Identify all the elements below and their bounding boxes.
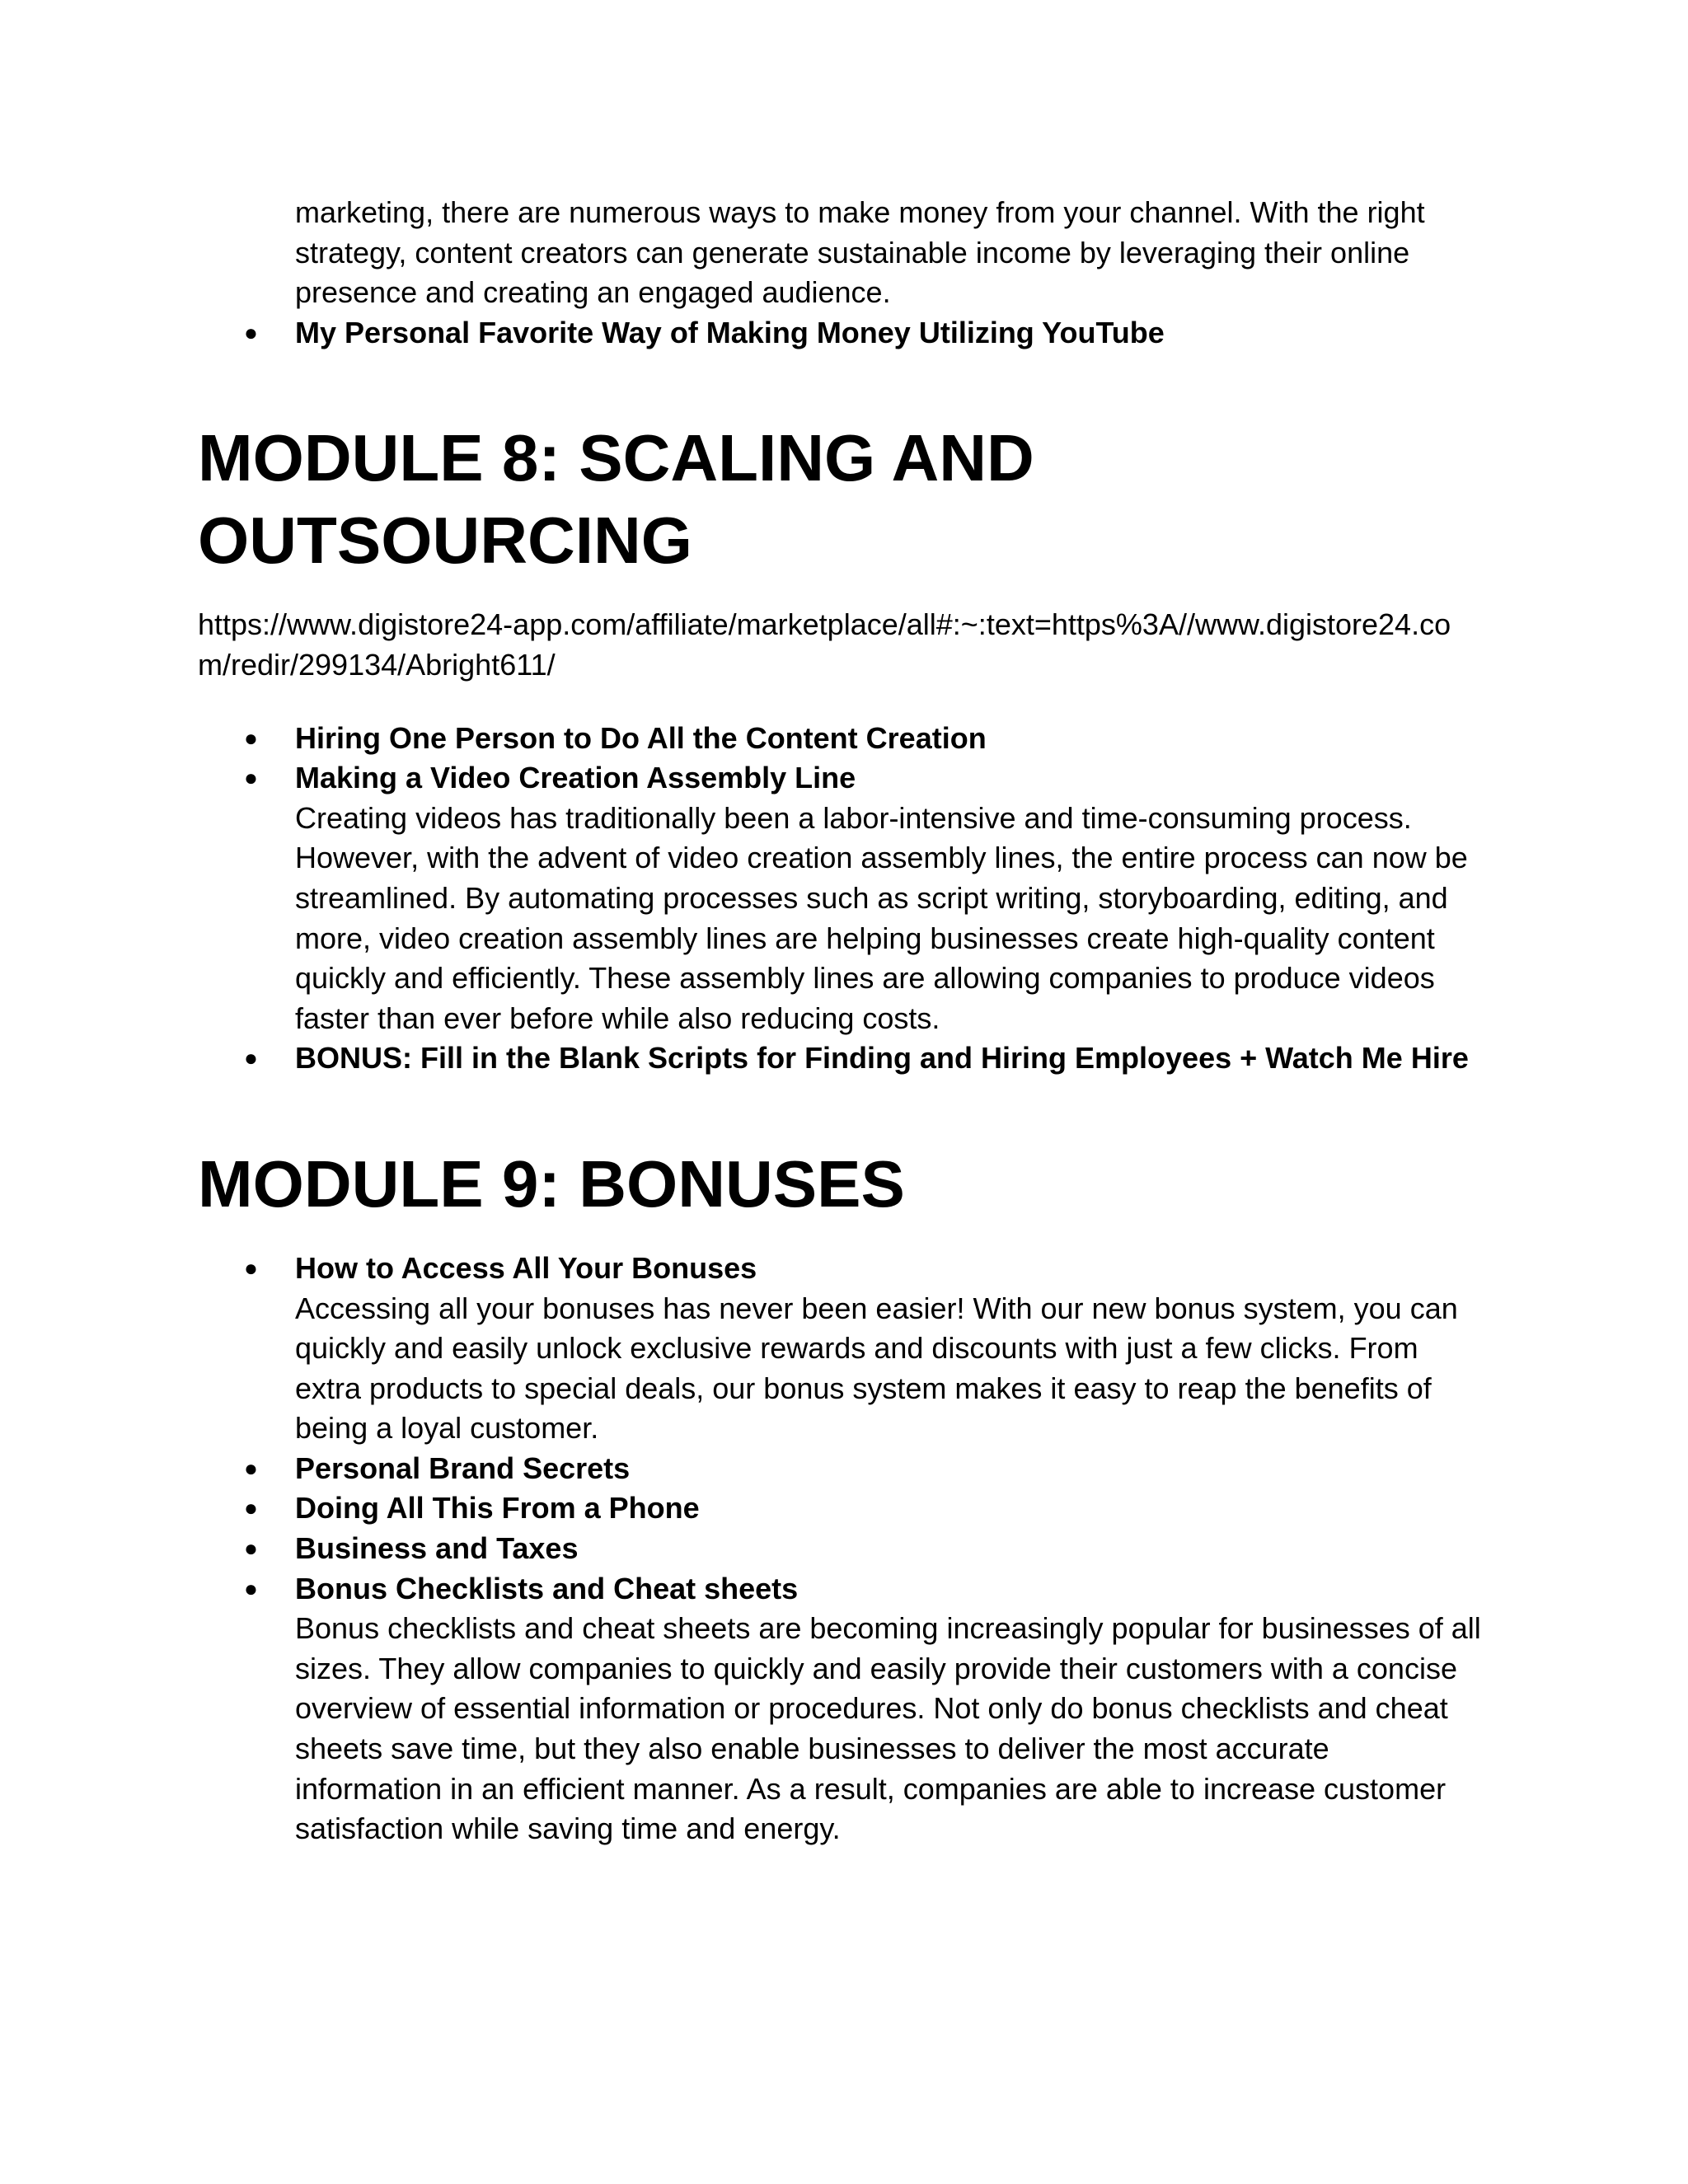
item-title: Doing All This From a Phone bbox=[295, 1491, 700, 1526]
item-title: BONUS: Fill in the Blank Scripts for Finding and Hiring Employees + Watch Me Hire bbox=[295, 1041, 1469, 1076]
bullet-icon: ● bbox=[244, 319, 258, 345]
bullet-icon: ● bbox=[244, 724, 258, 751]
item-description: Accessing all your bonuses has never been easier! With our new bonus system, you can quickly and easily unlock exclusive rewards and discounts with just a few clicks. From extra products to special deals, our bonus system makes it easy to reap the benefits of being a loyal customer. bbox=[295, 1291, 1458, 1446]
affiliate-url: https://www.digistore24-app.com/affiliate/marketplace/all#:~:text=https%3A//www.digistore24.com/redir/299134/Abright611/ bbox=[198, 607, 1451, 682]
module-9-list bbox=[198, 1249, 1484, 1849]
bullet-icon: ● bbox=[244, 1254, 258, 1281]
item-title: Hiring One Person to Do All the Content Creation bbox=[295, 720, 987, 755]
item-description: marketing, there are numerous ways to make money from your channel. With the right strategy, content creators can generate sustainable income by leveraging their online presence and creating an engaged audience. bbox=[295, 195, 1425, 310]
list-item bbox=[198, 1569, 1484, 1849]
bullet-icon: ● bbox=[244, 765, 258, 791]
bullet-icon: ● bbox=[244, 1575, 258, 1601]
bullet-icon: ● bbox=[244, 1455, 258, 1481]
bullet-icon: ● bbox=[244, 1045, 258, 1071]
item-title: Business and Taxes bbox=[295, 1531, 579, 1566]
heading-line: MODULE 8: SCALING AND bbox=[198, 421, 1034, 495]
list-item bbox=[198, 1488, 1484, 1529]
intro-list bbox=[198, 193, 1484, 353]
list-item bbox=[198, 313, 1484, 354]
item-description: Bonus checklists and cheat sheets are becoming increasingly popular for businesses of all sizes. They allow companies to quickly and easily provide their customers with a concise overview of essential information or procedures. Not only do bonus checklists and cheat sheets save time, but they also enable businesses to deliver the most accurate information in an efficient manner. As a result, companies are able to increase customer satisfaction while saving time and energy. bbox=[295, 1611, 1481, 1846]
item-title: Making a Video Creation Assembly Line bbox=[295, 761, 856, 795]
item-title: Bonus Checklists and Cheat sheets bbox=[295, 1571, 799, 1605]
list-item bbox=[198, 1038, 1484, 1079]
item-title: How to Access All Your Bonuses bbox=[295, 1250, 757, 1285]
item-title: Personal Brand Secrets bbox=[295, 1451, 631, 1485]
item-title: My Personal Favorite Way of Making Money Utilizing YouTube bbox=[295, 315, 1165, 349]
list-item bbox=[198, 1449, 1484, 1489]
heading-line: OUTSOURCING bbox=[198, 504, 692, 578]
list-item bbox=[198, 719, 1484, 759]
module-8-list bbox=[198, 719, 1484, 1079]
bullet-icon: ● bbox=[244, 1495, 258, 1521]
bullet-icon: ● bbox=[244, 1535, 258, 1562]
module-8-heading bbox=[198, 417, 1484, 582]
list-item bbox=[198, 193, 1484, 313]
list-item bbox=[198, 1249, 1484, 1449]
document-content bbox=[198, 193, 1484, 1849]
list-item bbox=[198, 1529, 1484, 1569]
list-item bbox=[198, 758, 1484, 1038]
module-9-heading: MODULE 9: BONUSES bbox=[198, 1146, 905, 1221]
item-description: Creating videos has traditionally been a labor-intensive and time-consuming process. However, with the advent of video creation assembly lines, the entire process can now be streamlined. By automating processes such as script writing, storyboarding, editing, and more, video creation assembly lines are helping businesses create high-quality content quickly and efficiently. These assembly lines are allowing companies to produce videos faster than ever before while also reducing costs. bbox=[295, 800, 1468, 1035]
